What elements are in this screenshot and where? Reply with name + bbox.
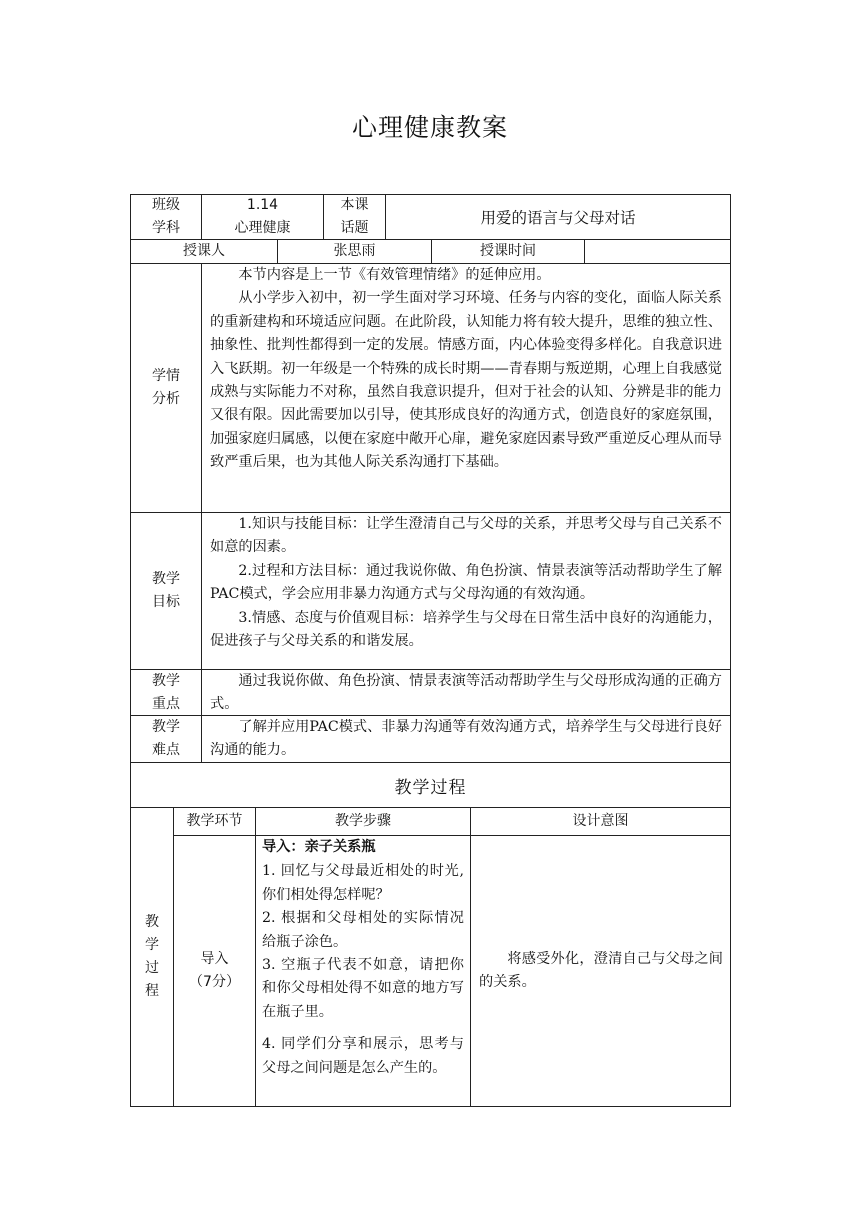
- column-header-steps: 教学步骤: [335, 813, 391, 829]
- steps-cell: [262, 836, 464, 1106]
- step-title: 导入：亲子关系瓶: [262, 839, 376, 855]
- difficulties-content: [210, 716, 722, 762]
- goal-paragraph: 2.过程和方法目标：通过我说你做、角色扮演、情景表演等活动帮助学生了解PAC模式，学会应用非暴力沟通方式与父母沟通的有效沟通。: [210, 562, 722, 603]
- difficulties-paragraph: 了解并应用PAC模式、非暴力沟通等有效沟通方式，培养学生与父母进行良好沟通的能力。: [210, 719, 722, 759]
- time-value: [585, 240, 730, 263]
- analysis-content: [210, 264, 722, 512]
- time-label: 授课时间: [480, 243, 536, 259]
- stage-cell: 导入 （7分）: [189, 951, 240, 990]
- goals-label: 教学 目标: [152, 571, 180, 610]
- step-item: 2. 根据和父母相处的实际情况给瓶子涂色。: [262, 910, 464, 950]
- goals-content: [210, 513, 722, 669]
- key-points-content: [210, 670, 722, 715]
- topic-value: 用爱的语言与父母对话: [480, 209, 636, 227]
- process-side-label: 教 学 过 程: [145, 914, 159, 999]
- class-subject-label: 班级 学科: [152, 197, 180, 236]
- page-title: 心理健康教案: [351, 113, 508, 142]
- column-header-stage: 教学环节: [186, 813, 243, 829]
- key-points-paragraph: 通过我说你做、角色扮演、情景表演等活动帮助学生与父母形成沟通的正确方式。: [210, 673, 722, 713]
- topic-label: 本课 话题: [340, 197, 369, 236]
- teacher-label: 授课人: [183, 243, 225, 259]
- teacher-value: 张思雨: [333, 243, 376, 259]
- intent-cell: [479, 836, 723, 1106]
- goal-paragraph: 3.情感、态度与价值观目标：培养学生与父母在日常生活中良好的沟通能力，促进孩子与父母关系的和谐发展。: [210, 609, 722, 650]
- step-item: 4. 同学们分享和展示，思考与父母之间问题是怎么产生的。: [262, 1036, 464, 1076]
- step-item: 1. 回忆与父母最近相处的时光,你们相处得怎样呢？: [262, 863, 464, 903]
- step-item: 3. 空瓶子代表不如意，请把你和你父母相处得不如意的地方写在瓶子里。: [262, 957, 464, 1020]
- intent-text: 将感受外化，澄清自己与父母之间的关系。: [479, 950, 723, 990]
- analysis-label: 学情 分析: [152, 368, 180, 407]
- column-header-intent: 设计意图: [572, 813, 629, 829]
- key-points-label: 教学 重点: [152, 672, 180, 712]
- process-heading: 教学过程: [394, 777, 467, 798]
- class-subject-value: 1.14 心理健康: [234, 197, 291, 236]
- analysis-paragraph: 本节内容是上一节《有效管理情绪》的延伸应用。: [238, 267, 551, 283]
- analysis-paragraph: 从小学步入初中，初一学生面对学习环境、任务与内容的变化，面临人际关系的重新建构和环境适应问题。在此阶段，认知能力将有较大提升，思维的独立性、抽象性、批判性都得到一定的发展。情感方面，内心体验变得多样化。自我意识进入飞跃期。初一年级是一个特殊的成长时期——青春期与叛逆期，心理上自我感觉成熟与实际能力不对称，虽然自我意识提升，但对于社会的认知、分辨是非的能力又很有限。因此需要加以引导，使其形成良好的沟通方式，创造良好的家庭氛围，加强家庭归属感，以便在家庭中敞开心扉，避免家庭因素导致严重逆反心理从而导致严重后果，也为其他人际关系沟通打下基础。: [210, 290, 722, 471]
- goal-paragraph: 1.知识与技能目标：让学生澄清自己与父母的关系，并思考父母与自己关系不如意的因素。: [210, 516, 722, 556]
- difficulties-label: 教学 难点: [152, 719, 180, 758]
